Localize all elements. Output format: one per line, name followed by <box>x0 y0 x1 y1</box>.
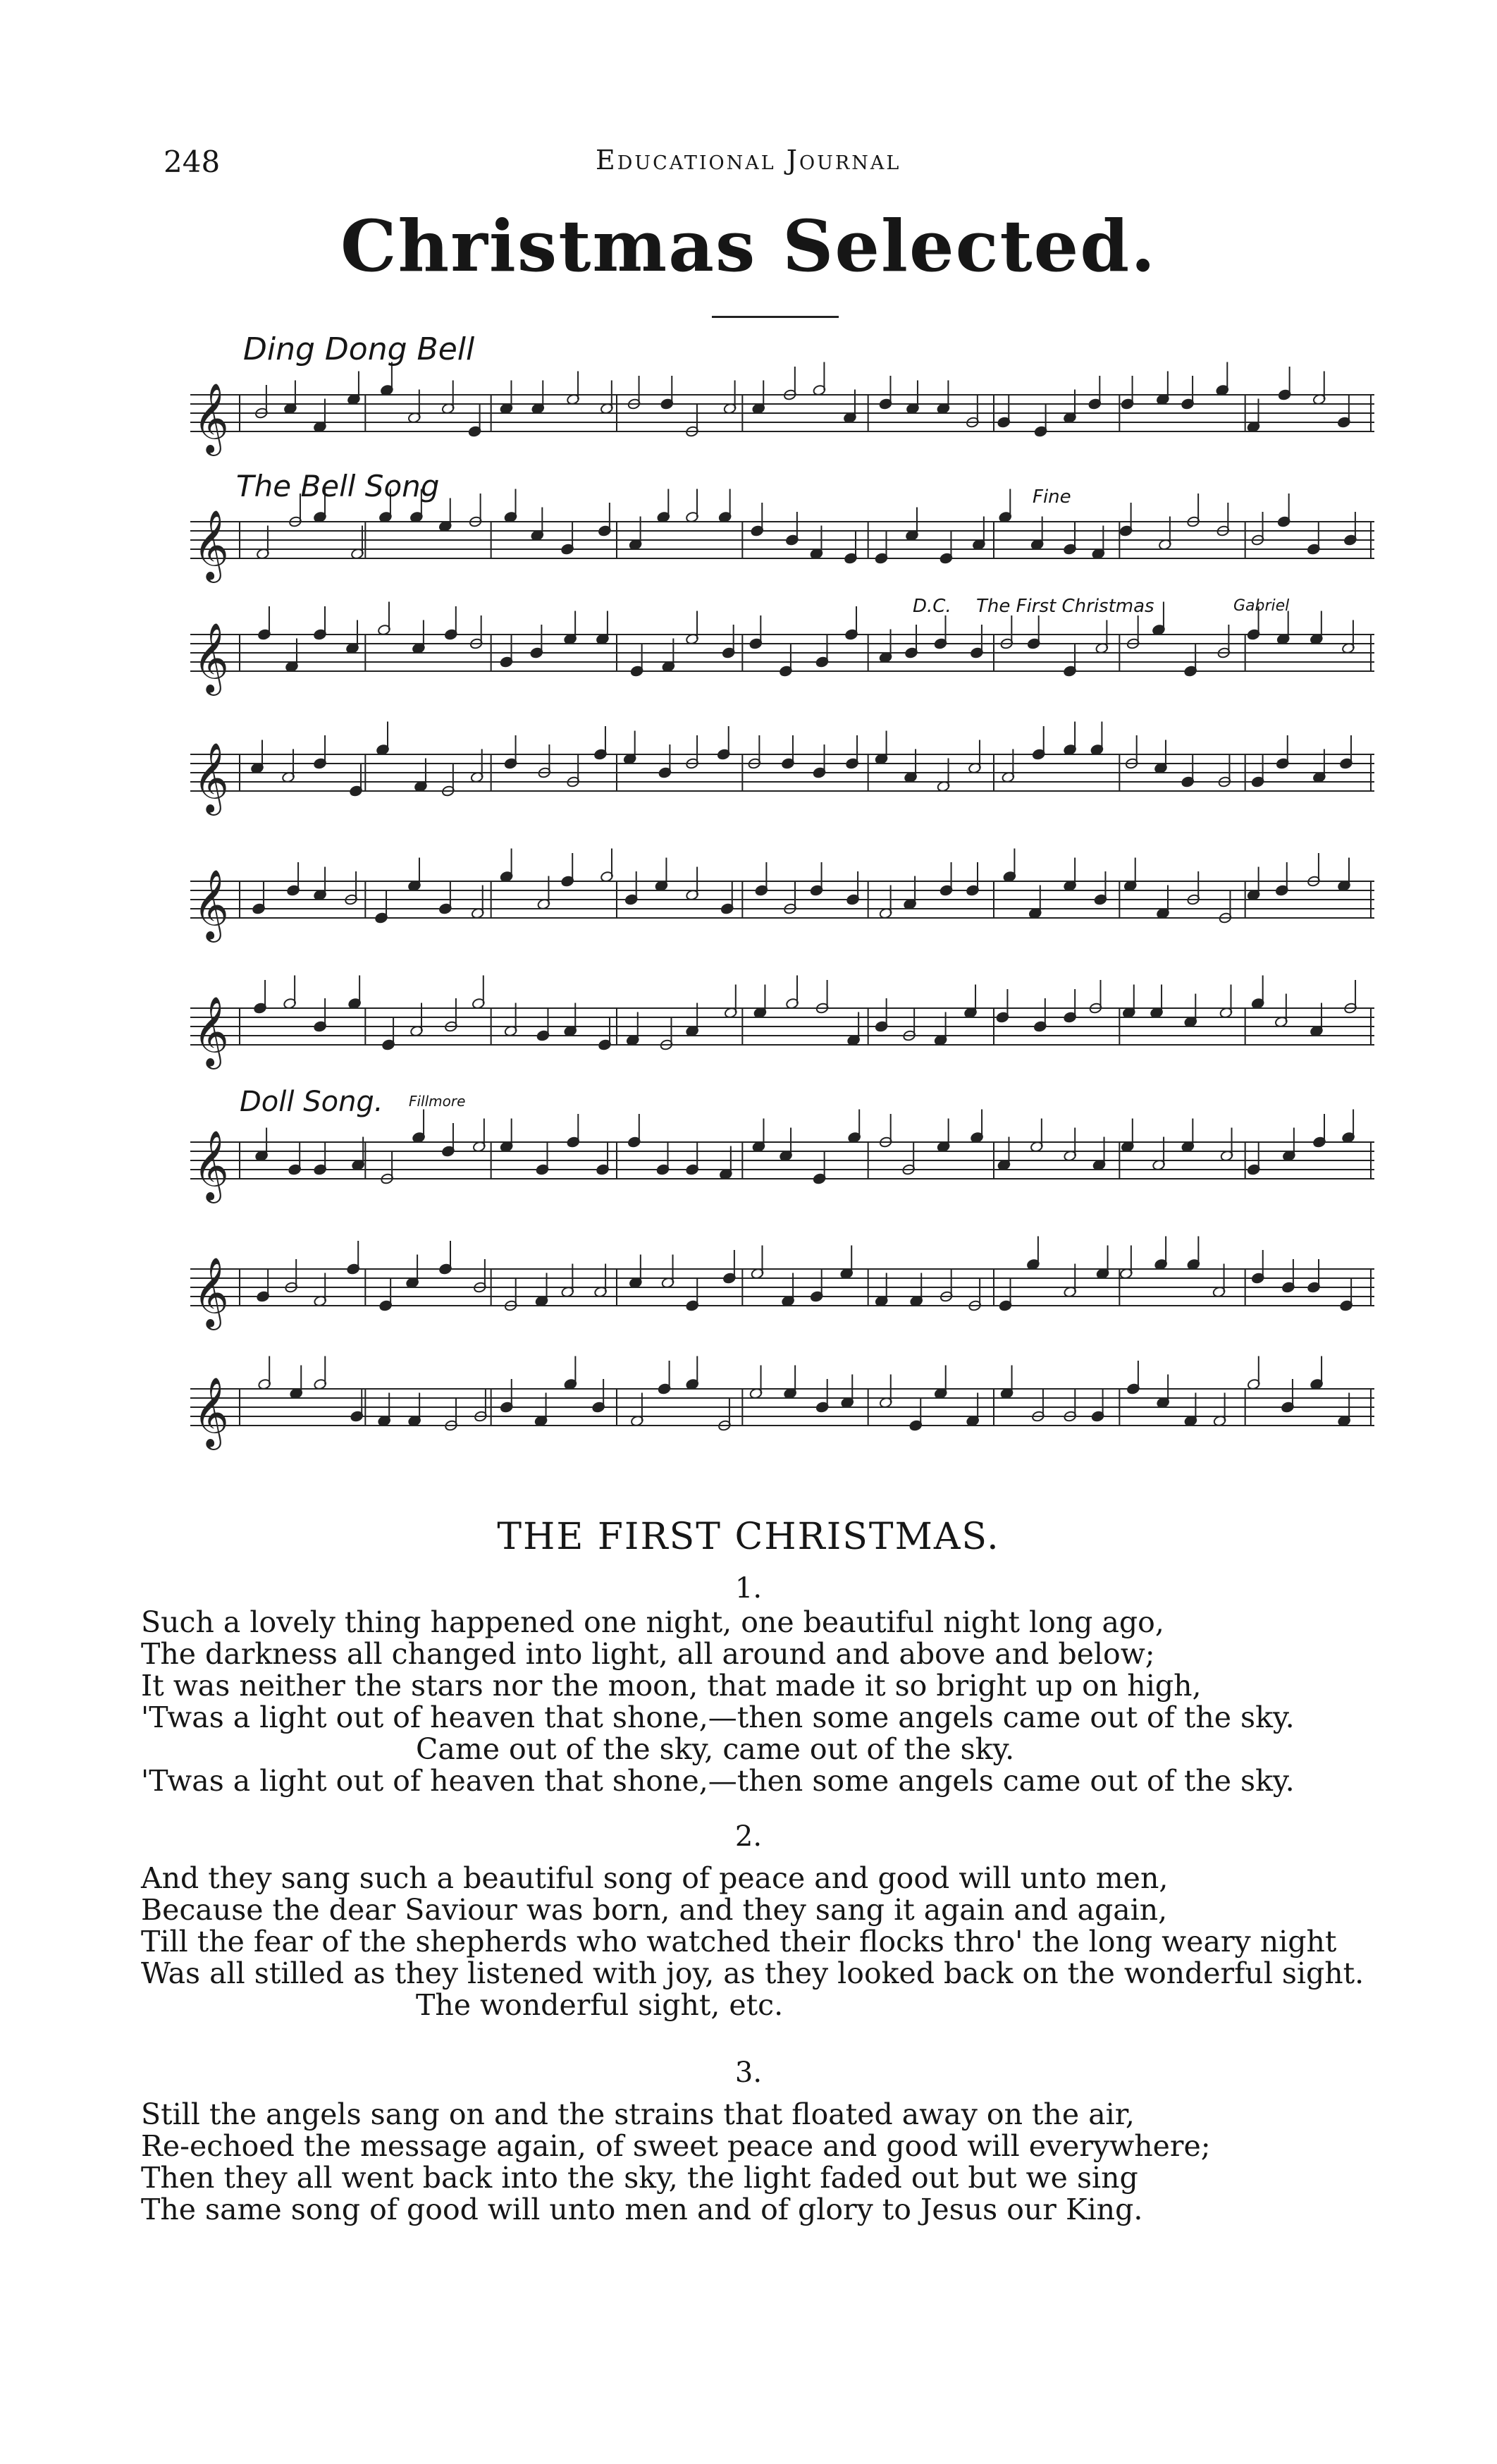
journal-name: Educational Journal <box>596 145 901 176</box>
treble-clef-icon: 𝄞 <box>193 742 229 813</box>
verse-line: 'Twas a light out of heaven that shone,—then some angels came out of the sky. <box>141 1700 1295 1734</box>
poem-title: THE FIRST CHRISTMAS. <box>497 1516 1000 1558</box>
verse-line: Such a lovely thing happened one night, one beautiful night long ago, <box>141 1605 1164 1639</box>
first-christmas-author: Gabriel <box>1233 597 1290 615</box>
verse-number: 1. <box>734 1572 763 1605</box>
verse-line: The darkness all changed into light, all around and above and below; <box>141 1637 1155 1671</box>
doll-song-author: Fillmore <box>409 1093 466 1110</box>
treble-clef-icon: 𝄞 <box>193 1130 229 1201</box>
verse-line: And they sang such a beautiful song of peace and good will unto men, <box>141 1861 1169 1895</box>
verse-line: It was neither the stars nor the moon, that made it so bright up on high, <box>141 1669 1202 1703</box>
sheet-music <box>190 331 1374 1488</box>
music-staves <box>190 383 1374 1450</box>
verse-line: Because the dear Saviour was born, and they sang it again and again, <box>141 1893 1168 1927</box>
page-number: 248 <box>164 145 221 179</box>
verse-line: The same song of good will unto men and of glory to Jesus our King. <box>141 2193 1143 2226</box>
treble-clef-icon: 𝄞 <box>193 1377 229 1447</box>
verse-line: Came out of the sky, came out of the sky. <box>416 1732 1015 1766</box>
treble-clef-icon: 𝄞 <box>193 996 229 1067</box>
verse-line: Was all stilled as they listened with joy, as they looked back on the wonderful sight. <box>141 1956 1364 1990</box>
verse-number: 3. <box>734 2057 763 2089</box>
verse-line: Till the fear of the shepherds who watched their flocks thro' the long weary night <box>141 1925 1337 1959</box>
verse-line: Then they all went back into the sky, the light faded out but we sing <box>141 2161 1138 2195</box>
page-title: Christmas Selected. <box>340 204 1157 288</box>
verse-number: 2. <box>734 1820 763 1853</box>
treble-clef-icon: 𝄞 <box>193 1257 229 1328</box>
verse-line: 'Twas a light out of heaven that shone,—then some angels came out of the sky. <box>141 1764 1295 1798</box>
treble-clef-icon: 𝄞 <box>193 383 229 453</box>
song-label-bell-song: The Bell Song <box>236 469 440 503</box>
fine-marking: Fine <box>1033 486 1071 508</box>
dc-marking: D.C. <box>913 596 951 617</box>
treble-clef-icon: 𝄞 <box>193 623 229 693</box>
treble-clef-icon: 𝄞 <box>193 510 229 580</box>
music-notes <box>250 362 1357 1432</box>
song-label-doll-song: Doll Song. <box>240 1086 383 1118</box>
verse-line: Still the angels sang on and the strains that floated away on the air, <box>141 2097 1135 2131</box>
page-header <box>0 145 1497 187</box>
song-label-ding-dong: Ding Dong Bell <box>243 331 475 367</box>
title-rule <box>712 316 839 318</box>
song-label-first-christmas: The First Christmas <box>976 596 1154 617</box>
treble-clef-icon: 𝄞 <box>193 869 229 940</box>
verse-line: The wonderful sight, etc. <box>416 1988 784 2022</box>
verse-line: Re-echoed the message again, of sweet peace and good will everywhere; <box>141 2129 1211 2163</box>
